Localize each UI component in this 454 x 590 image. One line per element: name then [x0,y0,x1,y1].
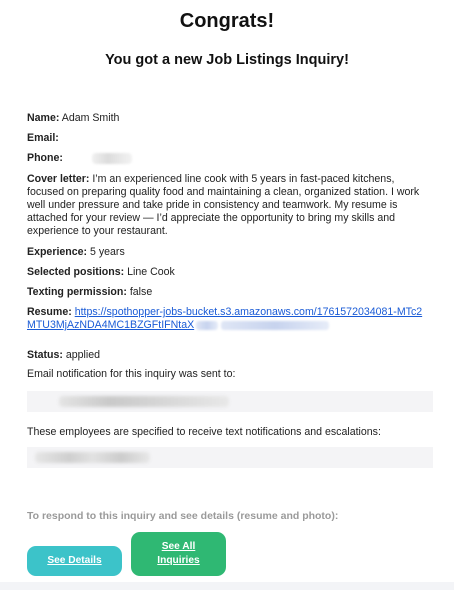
resume-row [27,306,427,332]
status-row [27,349,427,362]
email-row [27,132,427,145]
texting-row [27,286,427,299]
footer-strip [0,582,454,590]
resume-label: Resume: [27,306,72,319]
cover-letter-row [27,173,427,239]
see-all-inquiries-button[interactable]: See All Inquiries [131,532,226,576]
positions-row [27,266,427,279]
name-label: Name: [27,112,60,124]
employees-redacted [35,452,150,463]
email-sent-text: Email notification for this inquiry was sent to: [27,368,236,380]
email-recipients-redacted [59,396,229,407]
employees-text: These employees are specified to receive text notifications and escalations: [27,426,381,438]
experience-row [27,246,427,259]
experience-label: Experience: [27,245,88,258]
status-label: Status: [27,348,63,361]
resume-link[interactable]: https://spothopper-jobs-bucket.s3.amazonaws.com/1761572034081-MTc2MTU3MjAzNDA4MC1BZGFtIFNtaX [27,306,423,332]
phone-row [27,152,427,165]
status-value: applied [65,348,101,361]
inquiry-details [27,112,427,369]
respond-text: To respond to this inquiry and see details (resume and photo): [27,510,339,522]
cover-letter-value: I’m an experienced line cook with 5 years in fast-paced kitchens, focused on preparing quality food and maintaining a clean, organized station. I work well under pressure and take pride in consistency and teamwork. My resume is attached for your review — I’d appreciate the opportunity to bring my skills and experience to your restaurant. [27,172,420,238]
phone-label: Phone: [27,152,63,165]
email-label: Email: [27,132,59,145]
positions-label: Selected positions: [27,265,125,278]
positions-value: Line Cook [127,265,175,278]
name-row [27,112,427,125]
email-recipients-box [27,391,433,412]
employees-box [27,447,433,468]
resume-link-redacted [196,321,218,330]
texting-value: false [129,286,153,299]
name-value: Adam Smith [61,112,120,124]
texting-label: Texting permission: [27,286,127,299]
cover-letter-label: Cover letter: [27,172,90,185]
page-subtitle: You got a new Job Listings Inquiry! [105,52,349,68]
phone-redacted [92,153,132,164]
see-details-button[interactable]: See Details [27,546,122,576]
page-title: Congrats! [179,10,275,32]
resume-link-redacted-2 [221,321,329,330]
experience-value: 5 years [90,245,125,258]
